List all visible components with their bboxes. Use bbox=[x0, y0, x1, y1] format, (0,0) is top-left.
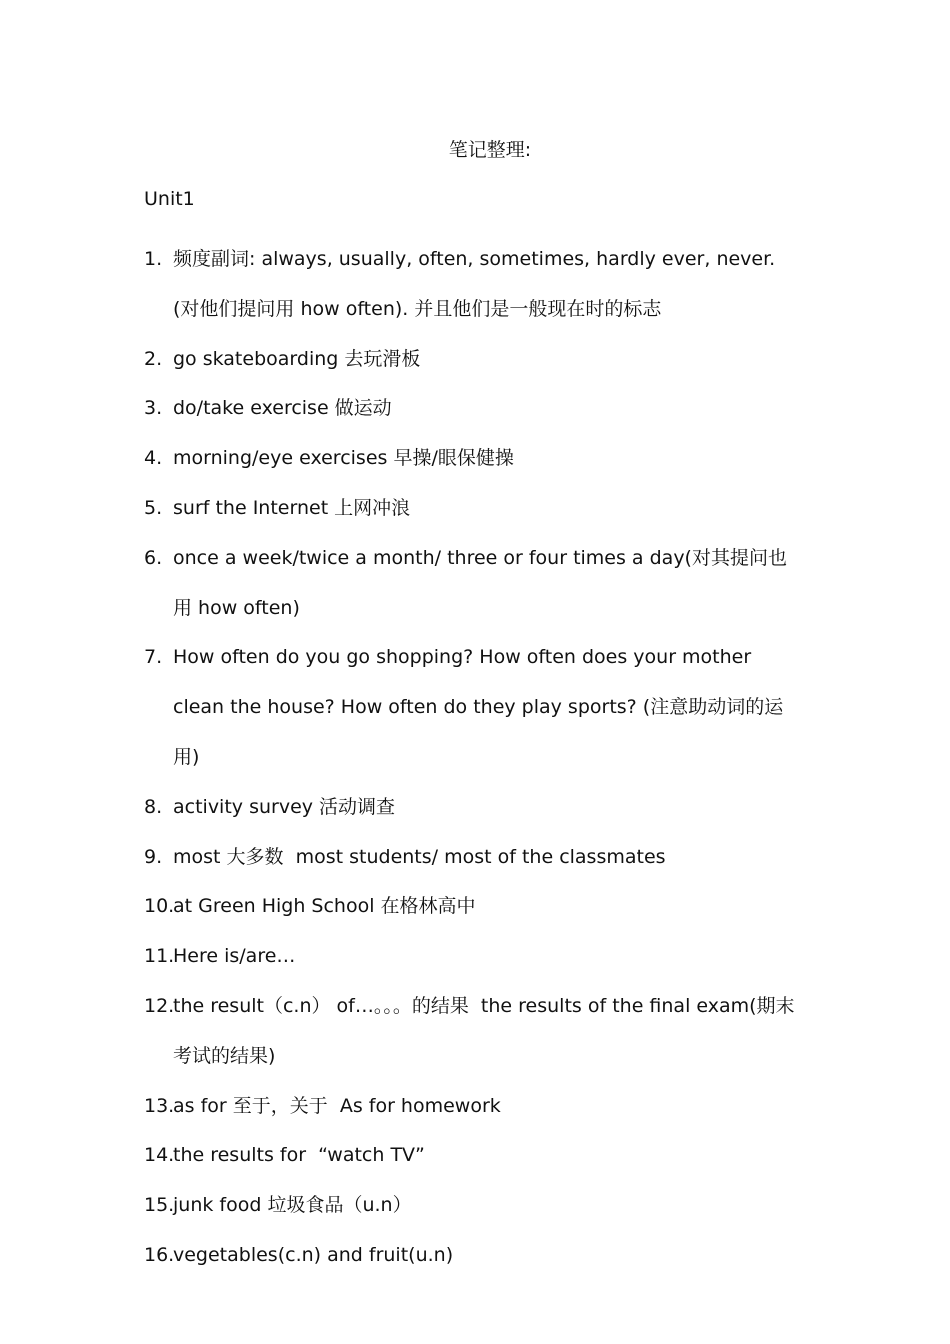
item-text: junk food 垃圾食品（u.n） bbox=[173, 1194, 412, 1217]
list-item bbox=[144, 633, 804, 782]
list-item bbox=[144, 932, 804, 982]
item-text: surf the Internet 上网冲浪 bbox=[173, 496, 411, 519]
list-item bbox=[144, 434, 804, 484]
list-item bbox=[144, 235, 804, 335]
list-item bbox=[144, 534, 804, 634]
item-number: 13. bbox=[144, 1094, 175, 1117]
item-text: the result（c.n） of…。。。的结果 the results of the final exam(期末考试的结果) bbox=[173, 994, 795, 1067]
item-text: activity survey 活动调查 bbox=[173, 795, 396, 818]
item-text: as for 至于，关于 As for homework bbox=[173, 1094, 501, 1117]
item-number: 12. bbox=[144, 994, 175, 1017]
list-item bbox=[144, 1082, 804, 1132]
item-text: once a week/twice a month/ three or four times a day(对其提问也用 how often) bbox=[173, 546, 787, 619]
list-item bbox=[144, 833, 804, 883]
item-number: 8. bbox=[144, 795, 163, 818]
item-number: 11. bbox=[144, 945, 175, 968]
item-text: do/take exercise 做运动 bbox=[173, 397, 392, 420]
item-text: How often do you go shopping? How often does your mother clean the house? How often do they play sports? (注意助动词的运用) bbox=[173, 646, 784, 768]
notes-list bbox=[144, 235, 804, 1281]
item-number: 1. bbox=[144, 248, 163, 270]
item-text: 频度副词: always, usually, often, sometimes, hardly ever, never. (对他们提问用 how often). 并且他们是一般现在时的标志 bbox=[173, 248, 782, 320]
item-number: 7. bbox=[144, 646, 163, 669]
list-item bbox=[144, 384, 804, 434]
item-number: 4. bbox=[144, 447, 163, 470]
item-number: 2. bbox=[144, 347, 163, 370]
list-item bbox=[144, 783, 804, 833]
item-text: the results for “watch TV” bbox=[173, 1144, 425, 1167]
list-item bbox=[144, 484, 804, 534]
item-number: 5. bbox=[144, 496, 163, 519]
item-text: Here is/are… bbox=[173, 945, 296, 968]
item-text: most 大多数 most students/ most of the classmates bbox=[173, 845, 666, 868]
item-number: 15. bbox=[144, 1194, 175, 1217]
item-number: 3. bbox=[144, 397, 163, 420]
item-number: 16. bbox=[144, 1243, 175, 1266]
list-item bbox=[144, 1181, 804, 1231]
item-number: 14. bbox=[144, 1144, 175, 1167]
list-item bbox=[144, 1231, 804, 1281]
item-text: vegetables(c.n) and fruit(u.n) bbox=[173, 1243, 454, 1266]
item-text: at Green High School 在格林高中 bbox=[173, 895, 476, 918]
item-number: 9. bbox=[144, 845, 163, 868]
unit-heading: Unit1 bbox=[144, 188, 195, 210]
item-text: go skateboarding 去玩滑板 bbox=[173, 347, 421, 370]
list-item bbox=[144, 1131, 804, 1181]
item-text: morning/eye exercises 早操/眼保健操 bbox=[173, 447, 514, 470]
page-title: 笔记整理: bbox=[448, 139, 532, 161]
list-item bbox=[144, 335, 804, 385]
item-number: 10. bbox=[144, 895, 175, 918]
list-item bbox=[144, 882, 804, 932]
list-item bbox=[144, 982, 804, 1082]
item-number: 6. bbox=[144, 546, 163, 569]
